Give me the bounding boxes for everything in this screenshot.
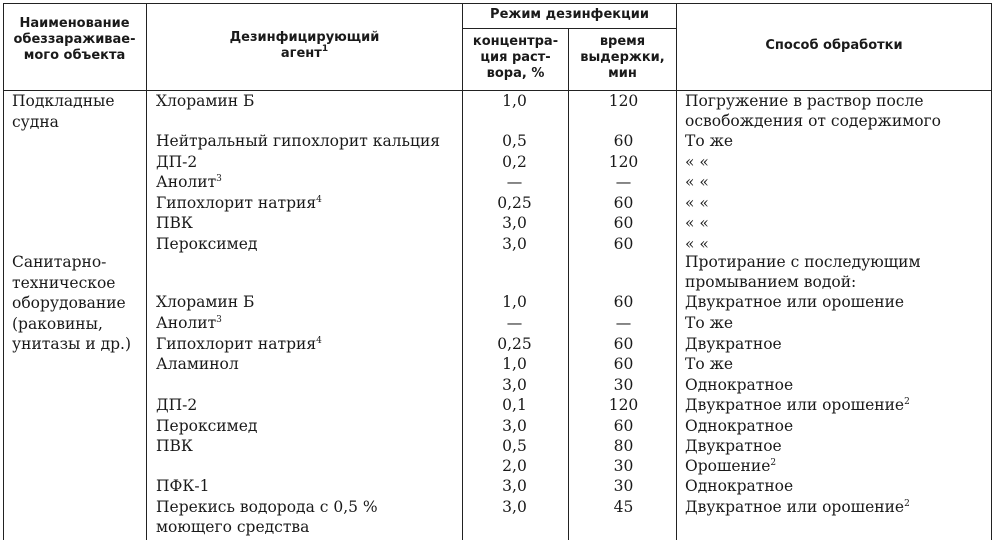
concentration-cell: 3,0 <box>502 235 527 253</box>
border-top <box>3 3 992 4</box>
agent-cell: Анолит$^3$ <box>156 173 222 191</box>
concentration-cell: 1,0 <box>502 355 527 373</box>
concentration-cell: 2,0 <box>502 457 527 475</box>
agent-cell: Гипохлорит натрия$^4$ <box>156 194 322 212</box>
concentration-cell: 1,0 <box>502 293 527 311</box>
footnote-mark: 3 <box>216 174 222 184</box>
agent-cell: Хлорамин Б <box>156 293 255 311</box>
method-cell: Погружение в раствор после <box>685 92 924 110</box>
time-cell: 45 <box>613 498 634 516</box>
time-cell: 60 <box>613 132 634 150</box>
border-left <box>3 3 4 540</box>
agent-cell: ДП-2 <box>156 153 198 171</box>
method-cell: Двукратное <box>685 437 782 455</box>
concentration-cell: 0,1 <box>502 396 527 414</box>
header-agent: Дезинфицирующий агент$^1$ <box>229 30 380 61</box>
method-cell: « « <box>685 173 709 191</box>
time-cell: 60 <box>613 355 634 373</box>
concentration-cell: — <box>506 314 523 332</box>
time-cell: 120 <box>608 92 639 110</box>
time-cell: 60 <box>613 293 634 311</box>
concentration-cell: 3,0 <box>502 477 527 495</box>
agent-cell: Перекись водорода с 0,5 % <box>156 498 378 516</box>
method-cell: Двукратное <box>685 335 782 353</box>
method-cell: То же <box>685 355 734 373</box>
concentration-cell: 3,0 <box>502 417 527 435</box>
time-cell: 30 <box>613 376 634 394</box>
agent-cell: Пероксимед <box>156 235 258 253</box>
method-cell: То же <box>685 314 734 332</box>
header-method: Способ обработки <box>765 38 903 53</box>
header-concentration: концентра- ция раст- вора, % <box>472 34 559 81</box>
method-cell: « « <box>685 153 709 171</box>
agent-cell: моющего средства <box>156 518 310 536</box>
footnote-mark: 2 <box>770 458 777 468</box>
method-cell: Однократное <box>685 376 794 394</box>
agent-cell: Хлорамин Б <box>156 92 255 110</box>
agent-cell: ДП-2 <box>156 396 198 414</box>
time-cell: 60 <box>613 235 634 253</box>
time-cell: 120 <box>608 153 639 171</box>
footnote-mark: 3 <box>216 315 222 325</box>
method-cell: « « <box>685 214 709 232</box>
concentration-cell: 0,25 <box>497 194 532 212</box>
time-cell: 60 <box>613 194 634 212</box>
concentration-cell: 0,5 <box>502 437 527 455</box>
method-cell: « « <box>685 235 709 253</box>
column-divider <box>568 28 569 540</box>
column-divider <box>146 3 147 540</box>
concentration-cell: 3,0 <box>502 376 527 394</box>
footnote-mark: 4 <box>316 195 322 205</box>
header-regime: Режим дезинфекции <box>490 7 649 22</box>
time-cell: 60 <box>613 417 634 435</box>
footnote-mark: 2 <box>904 397 910 407</box>
agent-cell: ПВК <box>156 214 193 232</box>
footnote-mark: 4 <box>316 336 322 346</box>
agent-cell: Пероксимед <box>156 417 258 435</box>
concentration-cell: 0,5 <box>502 132 527 150</box>
concentration-cell: — <box>506 173 523 191</box>
border-right <box>991 3 992 540</box>
method-cell: промыванием водой: <box>685 273 857 291</box>
object-name-sanitary: Санитарно- техническое оборудование (раковины, унитазы и др.) <box>12 253 132 353</box>
object-name-bedpans: Подкладные судна <box>12 92 115 131</box>
method-cell: Однократное <box>685 477 794 495</box>
method-cell: То же <box>685 132 734 150</box>
time-cell: — <box>615 314 632 332</box>
method-cell: Двукратное или орошение$^2$ <box>685 396 910 414</box>
agent-cell: ПФК-1 <box>156 477 210 495</box>
method-cell: Двукратное или орошение <box>685 293 905 311</box>
method-cell: освобождения от содержимого <box>685 112 941 130</box>
concentration-cell: 1,0 <box>502 92 527 110</box>
time-cell: 60 <box>613 335 634 353</box>
time-cell: 120 <box>608 396 639 414</box>
time-cell: — <box>615 173 632 191</box>
agent-cell: Гипохлорит натрия$^4$ <box>156 335 322 353</box>
header-time: время выдержки, мин <box>580 34 665 81</box>
concentration-cell: 3,0 <box>502 214 527 232</box>
time-cell: 80 <box>613 437 634 455</box>
header-object: Наименование обеззараживае- мого объекта <box>13 16 136 63</box>
concentration-cell: 0,25 <box>497 335 532 353</box>
method-cell: Двукратное или орошение$^2$ <box>685 498 910 516</box>
agent-cell: Аламинол <box>156 355 239 373</box>
agent-cell: Анолит$^3$ <box>156 314 222 332</box>
time-cell: 30 <box>613 457 634 475</box>
time-cell: 30 <box>613 477 634 495</box>
method-cell: « « <box>685 194 709 212</box>
agent-cell: ПВК <box>156 437 193 455</box>
column-divider <box>676 3 677 540</box>
footnote-mark: 2 <box>904 499 910 509</box>
method-cell: Протирание с последующим <box>685 253 921 271</box>
method-cell: Однократное <box>685 417 794 435</box>
concentration-cell: 0,2 <box>502 153 527 171</box>
method-cell: Орошение$^2$ <box>685 457 777 475</box>
concentration-cell: 3,0 <box>502 498 527 516</box>
header-divider <box>462 28 677 29</box>
time-cell: 60 <box>613 214 634 232</box>
agent-cell: Нейтральный гипохлорит кальция <box>156 132 441 150</box>
